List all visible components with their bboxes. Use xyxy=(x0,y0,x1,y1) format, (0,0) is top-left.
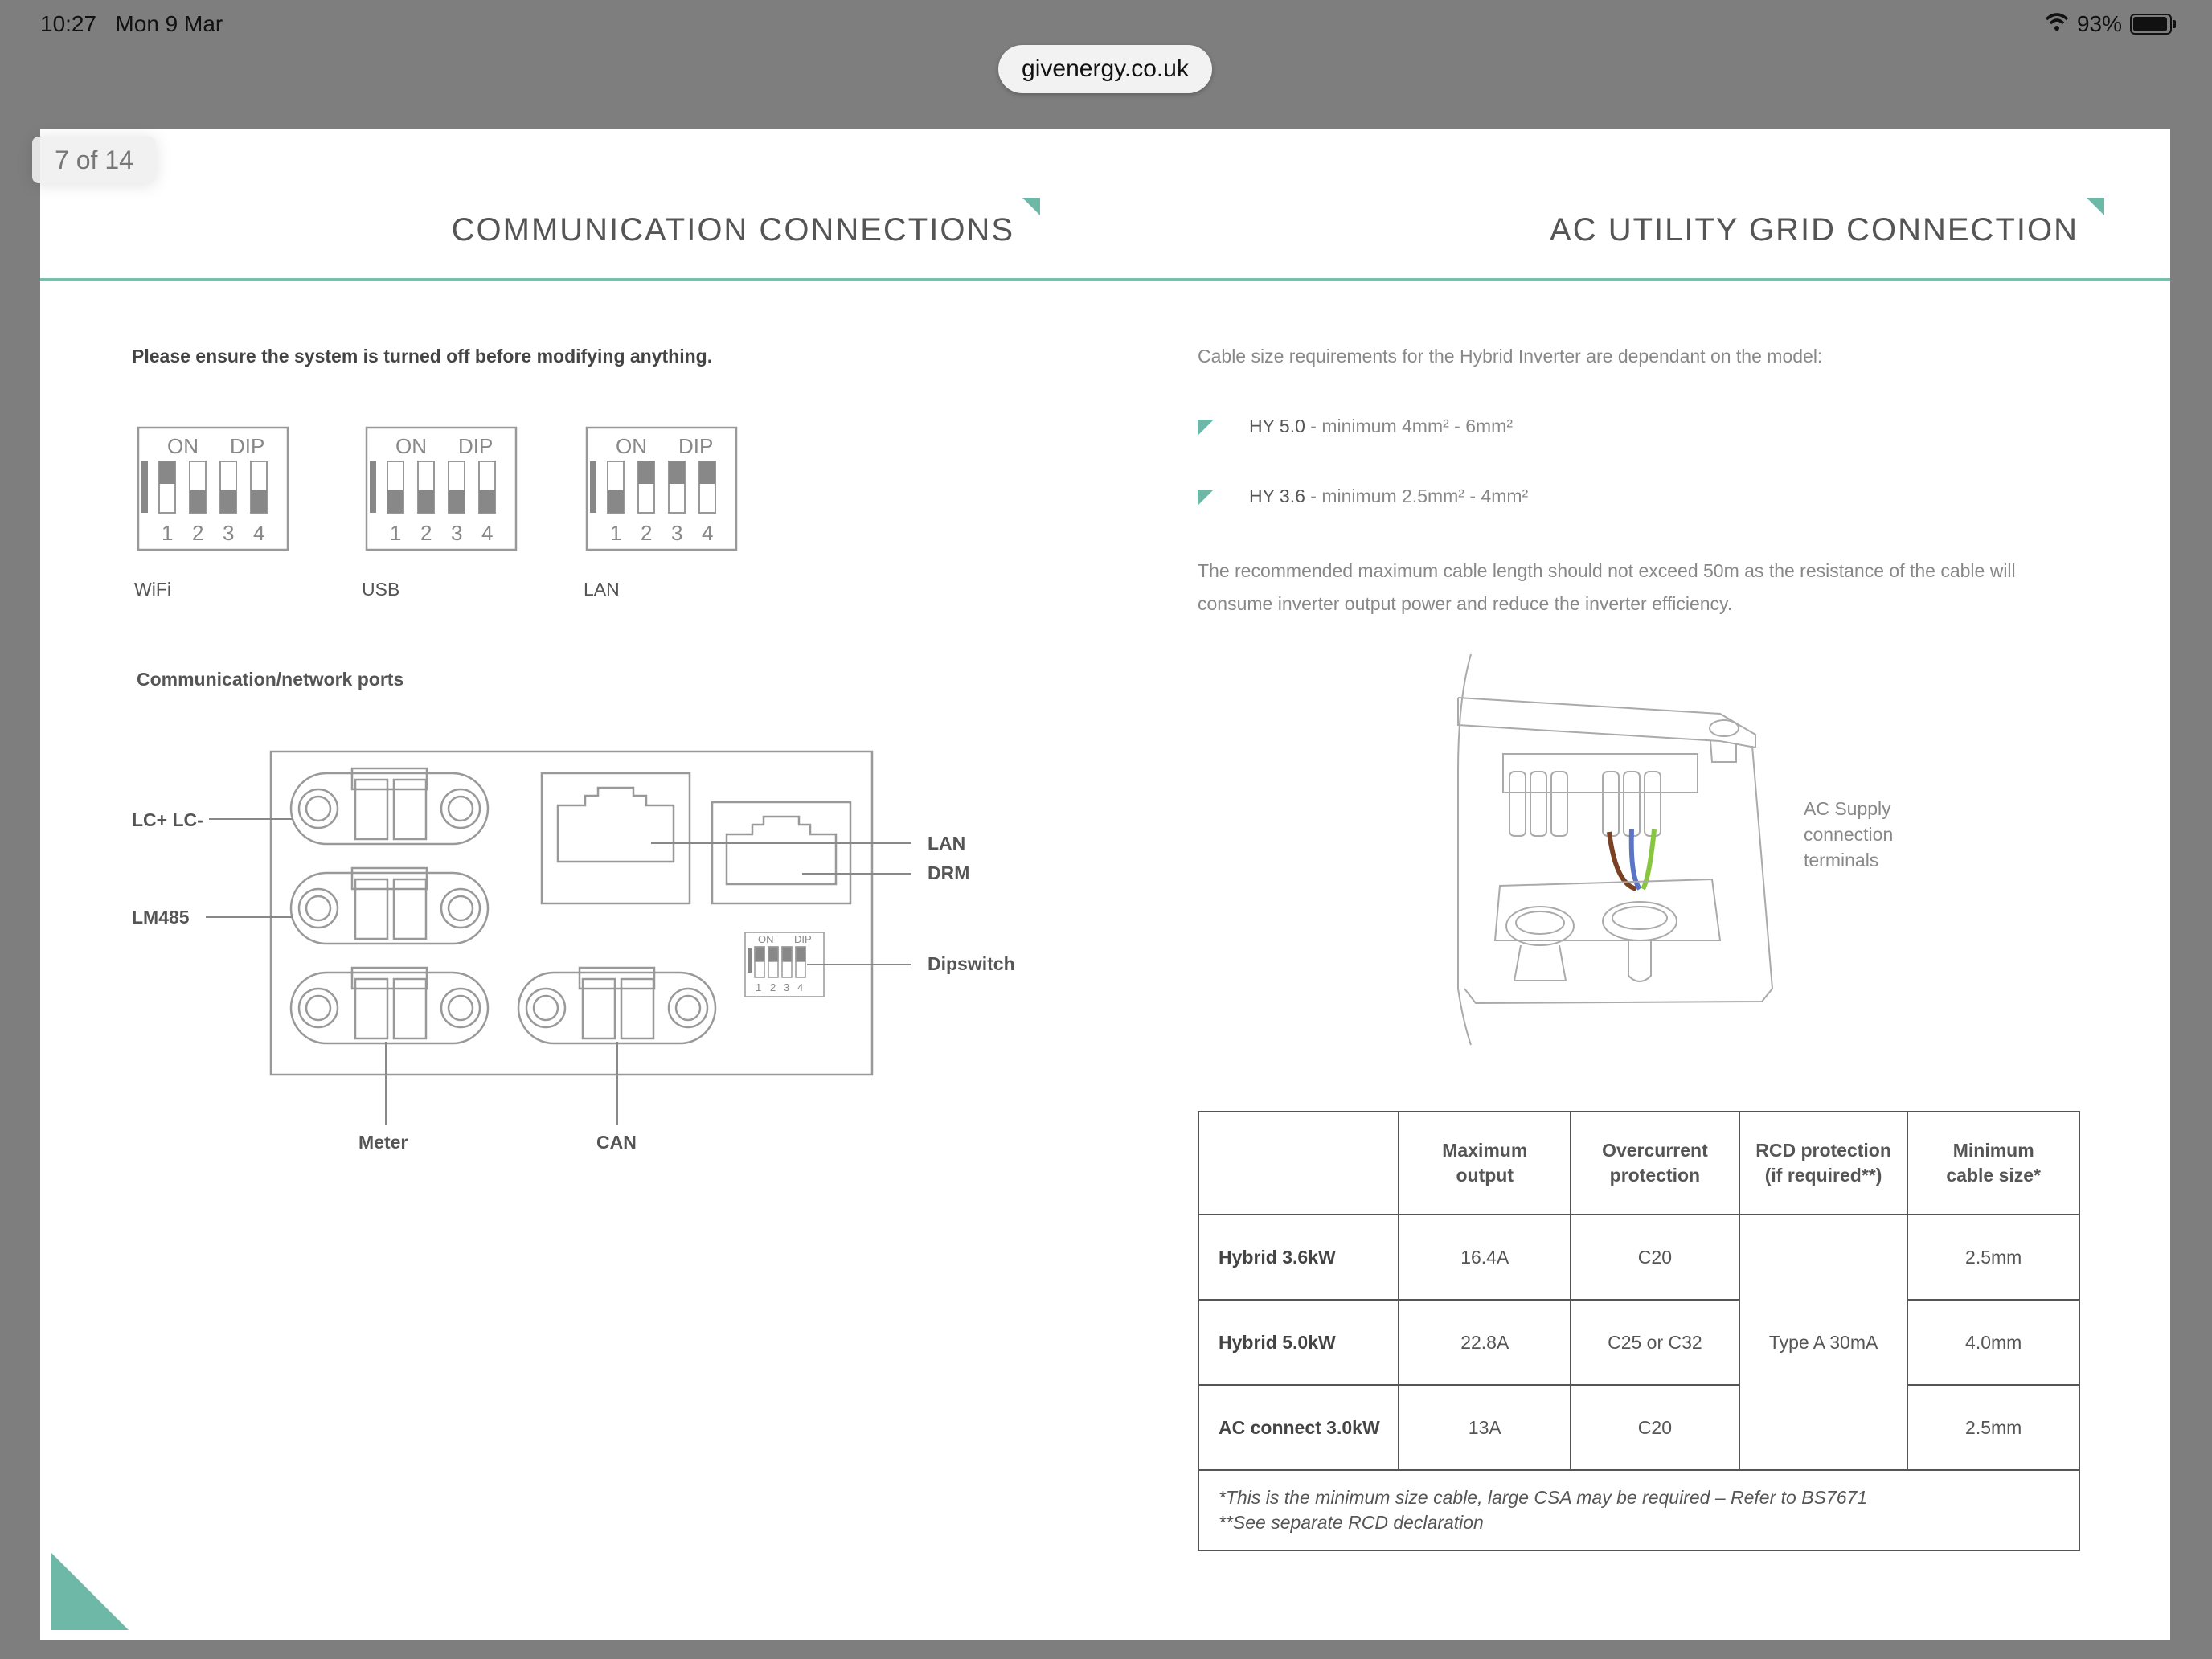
heading-corner-mark xyxy=(2087,198,2104,215)
svg-text:1: 1 xyxy=(756,981,762,993)
dip-switch-knob xyxy=(669,461,685,484)
table-row xyxy=(1198,1300,2079,1385)
port-label-can: CAN xyxy=(596,1132,637,1153)
dip-switch-knob xyxy=(449,490,465,513)
dip-switch-rail xyxy=(370,461,376,513)
table-notes xyxy=(1198,1470,2079,1550)
bullet-hy36-model: HY 3.6 xyxy=(1249,485,1305,506)
ports-diagram xyxy=(121,739,1045,1174)
header-text: output xyxy=(1456,1165,1514,1186)
header-text: (if required**) xyxy=(1764,1165,1882,1186)
heading-communication-connections: COMMUNICATION CONNECTIONS xyxy=(451,212,1014,248)
url-text: givenergy.co.uk xyxy=(1022,55,1189,82)
dip-number: 2 xyxy=(641,521,653,545)
table-header-row xyxy=(1198,1112,2079,1215)
dip-title-label: DIP xyxy=(230,434,265,458)
table-cell-model: Hybrid 5.0kW xyxy=(1198,1300,1399,1385)
dip-label-wifi: WiFi xyxy=(134,579,171,600)
header-text: Overcurrent xyxy=(1602,1140,1708,1161)
svg-text:ON: ON xyxy=(758,933,774,945)
dip-switch-knob xyxy=(387,490,403,513)
bullet-hy50 xyxy=(1249,416,1513,437)
table-cell-model: AC connect 3.0kW xyxy=(1198,1385,1399,1470)
table-row xyxy=(1198,1385,2079,1470)
warning-text: Please ensure the system is turned off before modifying anything. xyxy=(132,346,713,367)
dip-label-usb: USB xyxy=(362,579,400,600)
table-header-max-output xyxy=(1399,1112,1571,1215)
table-header-model xyxy=(1198,1112,1399,1215)
cable-recommendation xyxy=(1198,555,2016,621)
table-cell-overcurrent: C20 xyxy=(1571,1215,1739,1300)
dip-number: 3 xyxy=(223,521,235,545)
bullet-marker xyxy=(1198,420,1214,436)
page-counter xyxy=(32,137,156,183)
dip-label-lan: LAN xyxy=(584,579,620,600)
table-cell-cable: 2.5mm xyxy=(1907,1385,2079,1470)
status-indicators xyxy=(2045,11,2172,37)
terminal-caption-line1: AC Supply xyxy=(1804,798,1891,819)
cable-recommendation-line1: The recommended maximum cable length should not exceed 50m as the resistance of the cable will xyxy=(1198,560,2016,581)
table-cell-max-output: 16.4A xyxy=(1399,1215,1571,1300)
connector-drm xyxy=(712,802,850,903)
heading-ac-grid-connection: AC UTILITY GRID CONNECTION xyxy=(1550,212,2079,248)
dip-title-label: DIP xyxy=(458,434,494,458)
dip-switch-box xyxy=(587,428,736,550)
dip-switch-rail xyxy=(141,461,148,513)
dip-on-label: ON xyxy=(167,434,199,458)
table-header-rcd xyxy=(1739,1112,1908,1215)
dip-number: 2 xyxy=(192,521,204,545)
dip-switch-diagrams xyxy=(129,418,772,563)
cable-spec-table xyxy=(1198,1111,2080,1551)
dip-switch-knob xyxy=(220,490,236,513)
dip-number: 3 xyxy=(671,521,683,545)
dip-number: 4 xyxy=(702,521,714,545)
dip-switch-box xyxy=(367,428,516,550)
header-text: Maximum xyxy=(1442,1140,1528,1161)
port-label-lc: LC+ LC- xyxy=(132,809,203,830)
page-counter-text: 7 of 14 xyxy=(55,145,133,174)
battery-icon xyxy=(2130,14,2172,35)
dip-number: 1 xyxy=(162,521,174,545)
table-cell-overcurrent: C25 or C32 xyxy=(1571,1300,1739,1385)
dip-number: 4 xyxy=(253,521,265,545)
status-time-date xyxy=(40,11,223,37)
terminal-caption xyxy=(1804,796,1893,873)
svg-text:3: 3 xyxy=(784,981,790,993)
heading-corner-mark xyxy=(1022,198,1040,215)
wifi-icon xyxy=(2045,11,2069,37)
dip-number: 1 xyxy=(390,521,402,545)
table-cell-cable: 4.0mm xyxy=(1907,1300,2079,1385)
dip-number: 3 xyxy=(451,521,463,545)
svg-text:4: 4 xyxy=(797,981,804,993)
header-text: protection xyxy=(1609,1165,1701,1186)
cable-intro: Cable size requirements for the Hybrid Inverter are dependant on the model: xyxy=(1198,346,1823,367)
connector-can xyxy=(518,968,715,1043)
dip-number: 1 xyxy=(610,521,622,545)
dip-switch-knob xyxy=(159,461,175,484)
table-notes-row xyxy=(1198,1470,2079,1550)
ports-title: Communication/network ports xyxy=(137,669,404,690)
connector-meter xyxy=(291,968,488,1043)
table-header-overcurrent xyxy=(1571,1112,1739,1215)
dip-switch-knob xyxy=(699,461,715,484)
table-cell-max-output: 22.8A xyxy=(1399,1300,1571,1385)
header-text: cable size* xyxy=(1946,1165,2042,1186)
heading-divider xyxy=(40,278,2170,281)
connector-lan xyxy=(542,773,690,903)
dip-switch-knob xyxy=(251,490,267,513)
table-cell-max-output: 13A xyxy=(1399,1385,1571,1470)
status-date: Mon 9 Mar xyxy=(115,11,223,36)
dip-switch-knob xyxy=(638,461,654,484)
port-label-drm: DRM xyxy=(928,862,970,883)
cable-recommendation-line2: consume inverter output power and reduce the inverter efficiency. xyxy=(1198,593,1733,614)
dip-switch-knob xyxy=(608,490,624,513)
bullet-hy36-text: - minimum 2.5mm² - 4mm² xyxy=(1305,485,1529,506)
bullet-hy50-text: - minimum 4mm² - 6mm² xyxy=(1305,416,1513,436)
dip-switch-knob xyxy=(418,490,434,513)
svg-text:2: 2 xyxy=(770,981,776,993)
table-header-cable-size xyxy=(1907,1112,2079,1215)
port-label-lan: LAN xyxy=(928,833,966,854)
page-corner-decoration xyxy=(51,1553,129,1630)
table-note-2: **See separate RCD declaration xyxy=(1219,1512,1484,1533)
status-time: 10:27 xyxy=(40,11,97,36)
inverter-terminal-illustration xyxy=(1447,651,1784,1053)
connector-lc xyxy=(291,768,488,844)
bullet-hy36 xyxy=(1249,485,1528,507)
table-row xyxy=(1198,1215,2079,1300)
table-cell-model: Hybrid 3.6kW xyxy=(1198,1215,1399,1300)
dip-switch-box xyxy=(138,428,288,550)
header-text: RCD protection xyxy=(1755,1140,1891,1161)
port-label-lm485: LM485 xyxy=(132,907,190,928)
bullet-marker xyxy=(1198,490,1214,506)
port-label-meter: Meter xyxy=(358,1132,408,1153)
battery-percent: 93% xyxy=(2076,11,2122,36)
dip-switch-knob xyxy=(190,490,206,513)
dip-switch-rail xyxy=(590,461,596,513)
table-note-1: *This is the minimum size cable, large CSA may be required – Refer to BS7671 xyxy=(1219,1487,1868,1508)
port-label-dipswitch: Dipswitch xyxy=(928,953,1015,974)
svg-text:DIP: DIP xyxy=(794,933,812,945)
dip-on-label: ON xyxy=(616,434,647,458)
header-text: Minimum xyxy=(1952,1140,2034,1161)
terminal-caption-line2: connection xyxy=(1804,824,1894,845)
url-bar[interactable] xyxy=(998,45,1212,93)
table-cell-rcd: Type A 30mA xyxy=(1739,1215,1908,1470)
table-cell-cable: 2.5mm xyxy=(1907,1215,2079,1300)
dip-number: 2 xyxy=(420,521,432,545)
dip-switch-knob xyxy=(479,490,495,513)
table-cell-overcurrent: C20 xyxy=(1571,1385,1739,1470)
dip-number: 4 xyxy=(481,521,494,545)
dip-title-label: DIP xyxy=(678,434,714,458)
dip-on-label: ON xyxy=(395,434,427,458)
terminal-caption-line3: terminals xyxy=(1804,850,1879,870)
connector-lm485 xyxy=(291,868,488,944)
bullet-hy50-model: HY 5.0 xyxy=(1249,416,1305,436)
